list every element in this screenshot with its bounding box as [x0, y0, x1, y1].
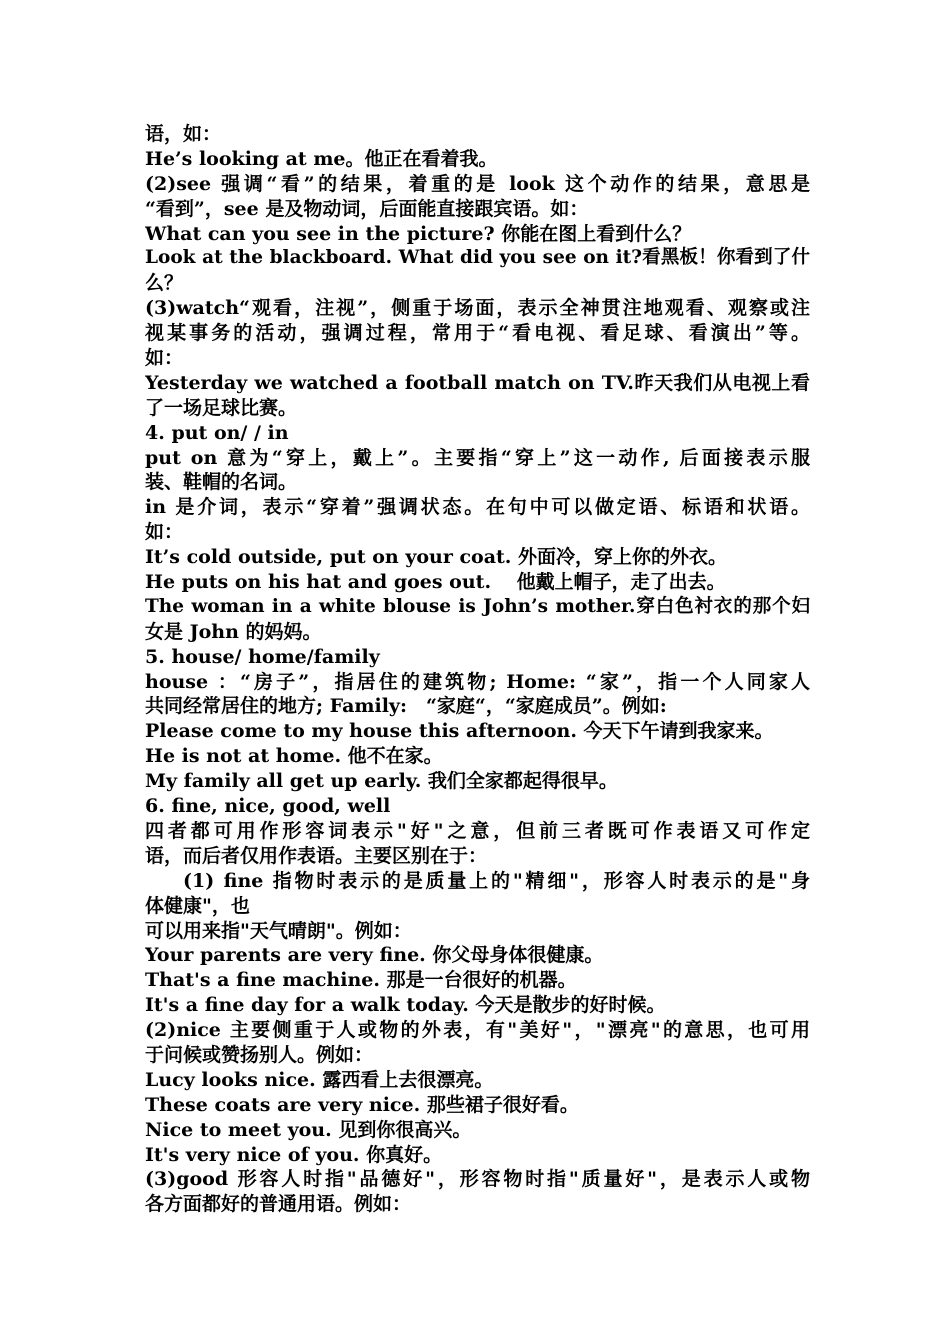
example-sentence: It's a fine day for a walk today. 今天是散步的好时候。	[145, 994, 666, 1017]
example-sentence: Lucy looks nice. 露西看上去很漂亮。	[145, 1068, 494, 1091]
document-page	[145, 122, 810, 1217]
text-line: 如：	[145, 521, 184, 544]
text-line: (3)good 形容人时指"品德好"，形容物时指"质量好"，是表示人或物	[145, 1168, 810, 1191]
text-line: (2)nice 主要侧重于人或物的外表，有"美好"，"漂亮"的意思，也可用	[145, 1019, 810, 1042]
example-sentence: Yesterday we watched a football match on TV.昨天我们从电视上看	[145, 371, 810, 394]
text-line: 于问候或赞扬别人。例如：	[145, 1043, 374, 1066]
example-sentence: These coats are very nice. 那些裙子很好看。	[145, 1093, 579, 1116]
text-line: 如：	[145, 347, 184, 370]
section-heading: 6. fine, nice, good, well	[145, 795, 391, 818]
text-line: 体健康"，也	[145, 894, 250, 917]
text-line: 四者都可用作形容词表示"好"之意，但前三者既可作表语又可作定	[145, 819, 810, 842]
example-sentence: That's a fine machine. 那是一台很好的机器。	[145, 969, 577, 992]
text-line: 语，而后者仅用作表语。主要区别在于：	[145, 844, 488, 867]
section-heading: 4. put on/ / in	[145, 421, 289, 444]
text-line: 共同经常居住的地方; Family: “家庭“，“家庭成员”。例如:	[145, 695, 667, 718]
example-sentence: He puts on his hat and goes out. 他戴上帽子，走了出去。	[145, 571, 726, 594]
example-sentence: Your parents are very fine. 你父母身体很健康。	[145, 944, 604, 967]
text-line: house ：“房子”，指居住的建筑物; Home: “家”，指一个人同家人	[145, 670, 810, 693]
example-sentence: Nice to meet you. 见到你很高兴。	[145, 1118, 472, 1141]
text-line: in 是介词，表示“穿着”强调状态。在句中可以做定语、标语和状语。	[145, 496, 810, 519]
example-sentence: He’s looking at me。他正在看着我。	[145, 147, 498, 170]
example-sentence: It's very nice of you. 你真好。	[145, 1143, 443, 1166]
text-line: (1) fine 指物时表示的是质量上的"精细"，形容人时表示的是"身	[183, 869, 810, 892]
text-line: 视某事务的活动，强调过程，常用于“看电视、看足球、看演出”等。	[145, 322, 810, 345]
example-sentence: He is not at home. 他不在家。	[145, 745, 443, 768]
text-line: “看到”，see 是及物动词，后面能直接跟宾语。如：	[145, 197, 589, 220]
example-sentence: My family all get up early. 我们全家都起得很早。	[145, 770, 618, 793]
example-sentence: The woman in a white blouse is John’s mother.穿白色衬衣的那个妇	[145, 595, 810, 617]
example-sentence: It’s cold outside, put on your coat. 外面冷，穿上你的外衣。	[145, 546, 728, 569]
text-line: 语，如：	[145, 123, 222, 145]
text-line: 了一场足球比赛。	[145, 396, 298, 419]
text-line: 装、鞋帽的名词。	[145, 471, 298, 494]
text-line: 么？	[145, 272, 184, 295]
example-sentence: Please come to my house this afternoon. 今天下午请到我家来。	[145, 720, 774, 743]
text-line: 可以用来指"天气晴朗"。例如：	[145, 919, 412, 942]
section-heading: 5. house/ home/family	[145, 645, 380, 668]
text-line: 各方面都好的普通用语。例如：	[145, 1193, 412, 1216]
text-line: 女是 John 的妈妈。	[145, 620, 322, 643]
text-line: (3)watch“观看，注视”，侧重于场面，表示全神贯注地观看、观察或注	[145, 297, 810, 320]
text-line: (2)see 强调“看”的结果，着重的是 look 这个动作的结果，意思是	[145, 172, 810, 195]
text-line: put on 意为“穿上，戴上”。主要指“穿上”这一动作, 后面接表示服	[145, 446, 810, 469]
example-sentence: Look at the blackboard. What did you see on it?看黑板！你看到了什	[145, 247, 810, 269]
example-sentence: What can you see in the picture? 你能在图上看到什么？	[145, 222, 692, 245]
